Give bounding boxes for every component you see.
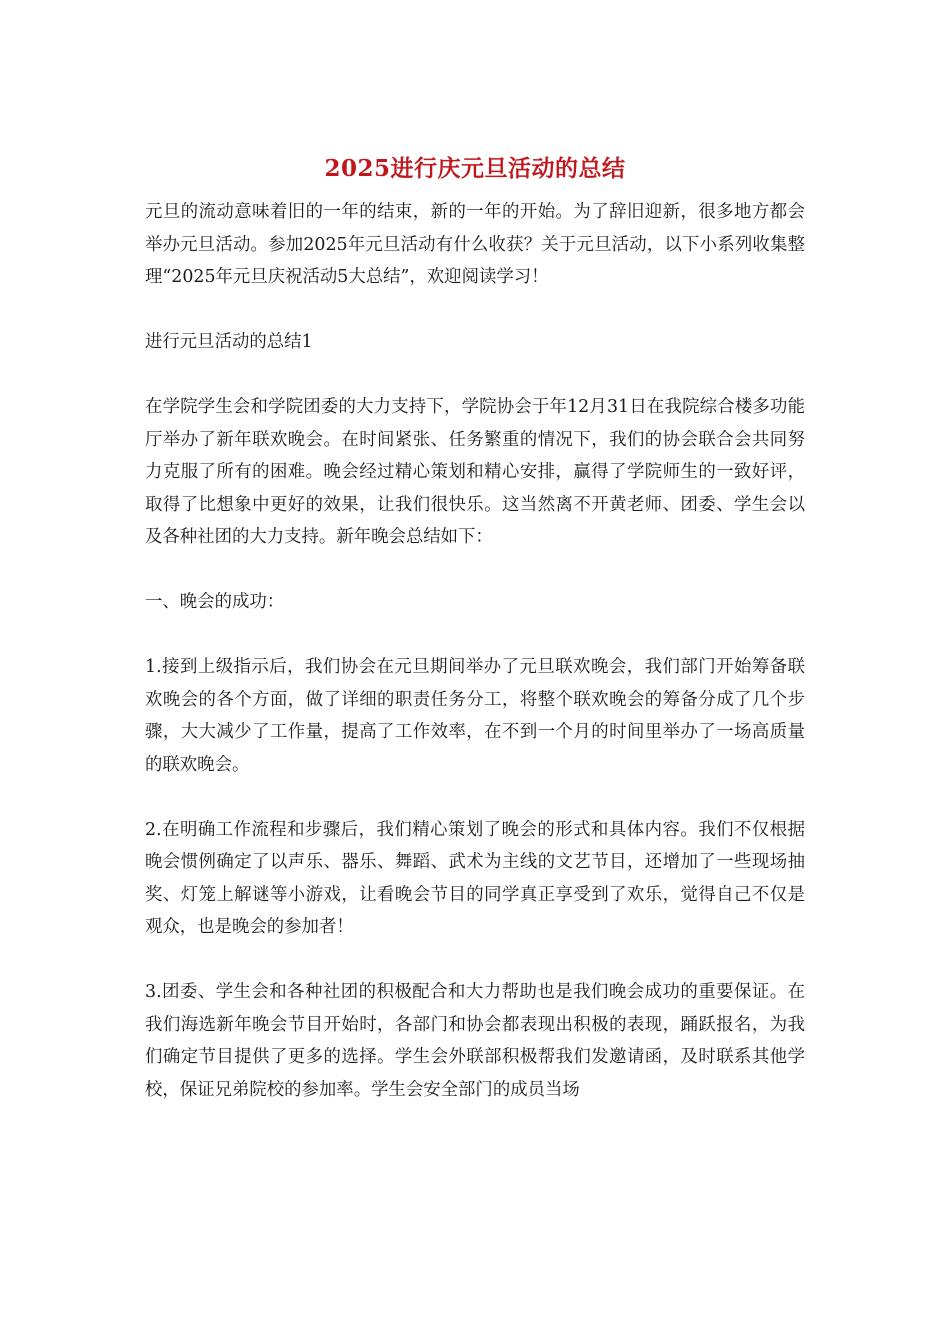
document-body	[145, 196, 805, 1139]
paragraph-body: 在学院学生会和学院团委的大力支持下，学院协会于年12月31日在我院综合楼多功能厅举办了新年联欢晚会。在时间紧张、任务繁重的情况下，我们的协会联合会共同努力克服了所有的困难。晚会经过精心策划和精心安排，赢得了学院师生的一致好评，取得了比想象中更好的效果，让我们很快乐。这当然离不开黄老师、团委、学生会以及各种社团的大力支持。新年晚会总结如下：	[145, 397, 805, 547]
document-title: 2025进行庆元旦活动的总结	[324, 155, 626, 182]
section-heading: 进行元旦活动的总结1	[145, 332, 313, 352]
paragraph-intro: 元旦的流动意味着旧的一年的结束，新的一年的开始。为了辞旧迎新，很多地方都会举办元旦活动。参加2025年元旦活动有什么收获？关于元旦活动，以下小系列收集整理“2025年元旦庆祝活动5大总结”，欢迎阅读学习！	[145, 202, 805, 287]
subsection-heading: 一、晚会的成功：	[145, 592, 285, 612]
paragraph-item-1: 1.接到上级指示后，我们协会在元旦期间举办了元旦联欢晚会，我们部门开始筹备联欢晚会的各个方面，做了详细的职责任务分工，将整个联欢晚会的筹备分成了几个步骤，大大减少了工作量，提高了工作效率，在不到一个月的时间里举办了一场高质量的联欢晚会。	[145, 657, 805, 775]
paragraph-item-2: 2.在明确工作流程和步骤后，我们精心策划了晚会的形式和具体内容。我们不仅根据晚会惯例确定了以声乐、器乐、舞蹈、武术为主线的文艺节目，还增加了一些现场抽奖、灯笼上解谜等小游戏，让看晚会节目的同学真正享受到了欢乐，觉得自己不仅是观众，也是晚会的参加者！	[145, 819, 805, 937]
paragraph-item-3: 3.团委、学生会和各种社团的积极配合和大力帮助也是我们晚会成功的重要保证。在我们海选新年晚会节目开始时，各部门和协会都表现出积极的表现，踊跃报名，为我们确定节目提供了更多的选择。学生会外联部积极帮我们发邀请函，及时联系其他学校，保证兄弟院校的参加率。学生会安全部门的成员当场	[145, 982, 805, 1100]
